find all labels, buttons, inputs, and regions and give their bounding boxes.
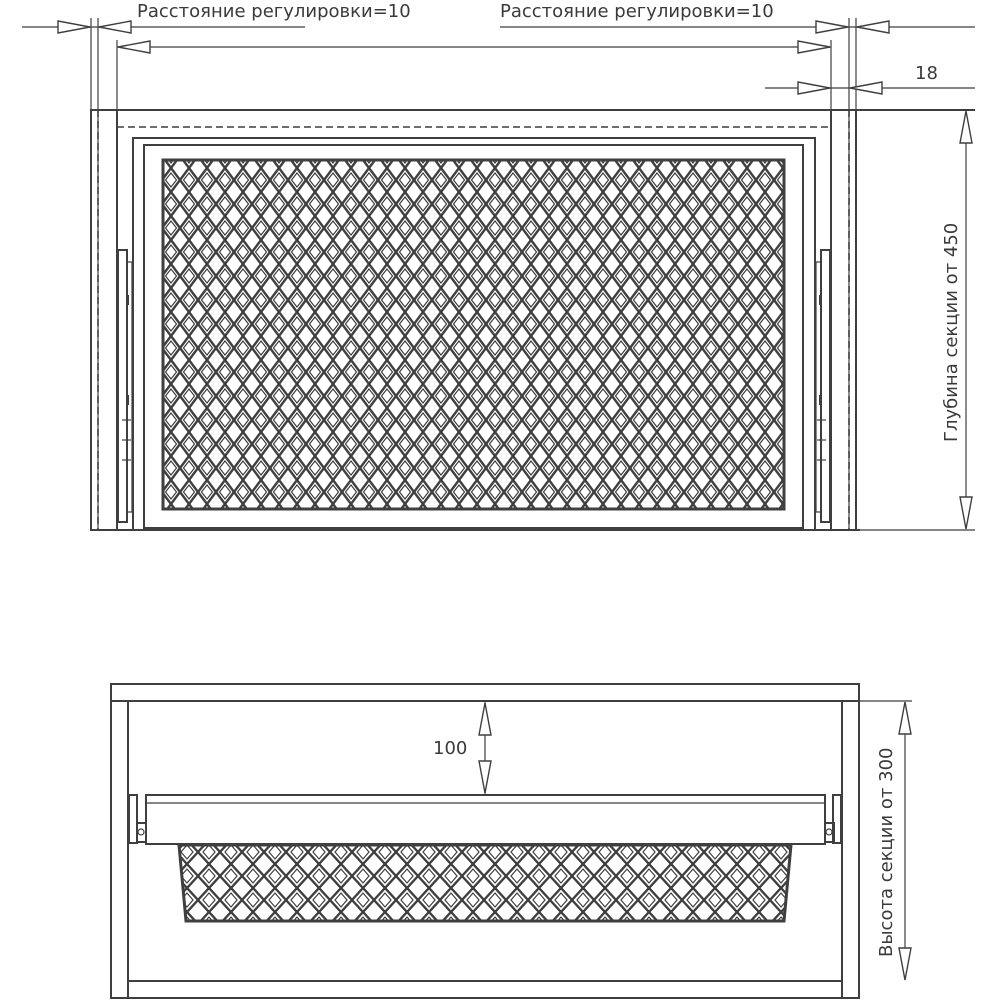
adjust-left-label: Расстояние регулировки=10 — [137, 1, 411, 22]
dim-adjust-right — [500, 21, 975, 33]
dim-inner-width — [117, 41, 831, 53]
front-view — [111, 684, 912, 998]
dim-top-clearance — [479, 702, 491, 794]
right-runner — [816, 250, 830, 522]
top-view — [22, 1, 975, 530]
section-height-label: Высота секции от 300 — [876, 747, 897, 957]
panel-thickness-label: 18 — [915, 63, 938, 84]
left-runner — [118, 250, 132, 522]
drawer-frame-front — [146, 795, 825, 844]
front-left-runner — [129, 795, 146, 843]
dim-adjust-left — [22, 21, 305, 33]
adjust-right-label: Расстояние регулировки=10 — [500, 1, 774, 22]
dim-panel-thickness — [765, 82, 975, 94]
section-depth-label: Глубина секции от 450 — [941, 222, 962, 442]
mesh-basket-top — [163, 160, 784, 509]
top-clearance-label: 100 — [433, 738, 468, 759]
mesh-basket-front — [179, 845, 791, 921]
front-right-runner — [825, 795, 841, 843]
